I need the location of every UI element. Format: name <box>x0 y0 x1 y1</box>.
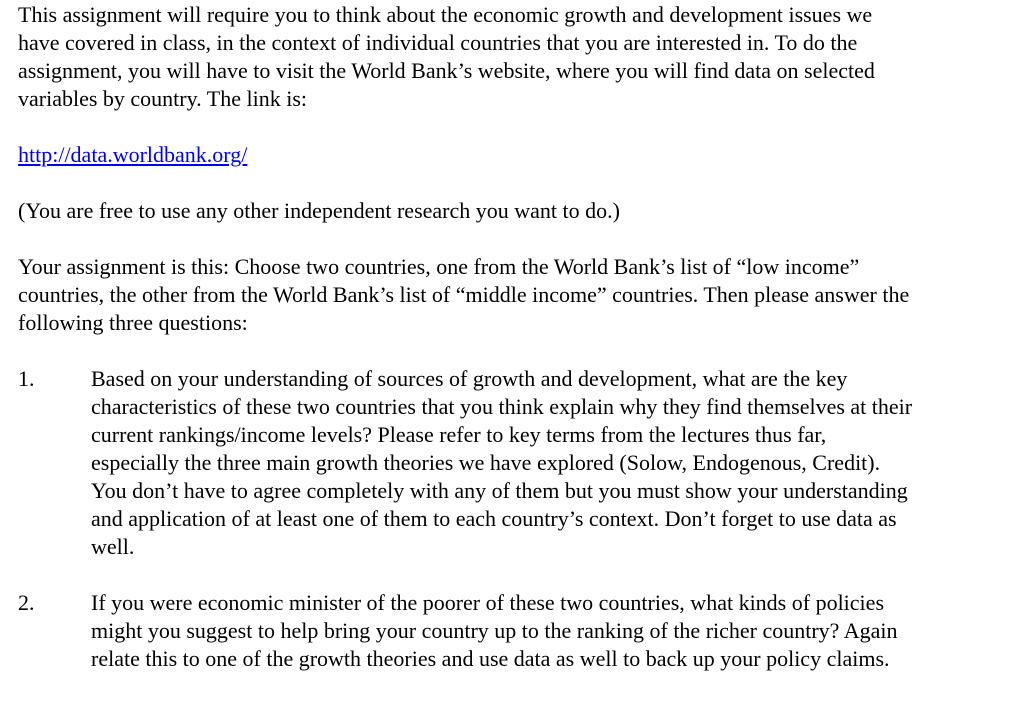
question-text: If you were economic minister of the poorer of these two countries, what kinds of policies might you suggest to help bring your country up to the ranking of the richer country? Again relate this to one of the growth theories and use data as well to back up your policy claims. <box>91 590 898 671</box>
worldbank-link[interactable]: http://data.worldbank.org/ <box>18 142 248 167</box>
question-item-1 <box>18 365 918 561</box>
question-number: 1. <box>18 366 35 391</box>
link-paragraph <box>18 141 918 169</box>
question-text: Based on your understanding of sources of growth and development, what are the key characteristics of these two countries that you think explain why they find themselves at their current rankings/income levels? Please refer to key terms from the lectures thus far, especially the three main growth theories we have explored (Solow, Endogenous, Credit). You don’t have to agree completely with any of them but you must show your understanding and application of at least one of them to each country’s context. Don’t forget to use data as well. <box>91 366 913 559</box>
note-paragraph: (You are free to use any other independent research you want to do.) <box>18 198 620 223</box>
question-item-2 <box>18 589 918 673</box>
intro-paragraph: This assignment will require you to think about the economic growth and development issues we have covered in class, in the context of individual countries that you are interested in. To do the assignment, you will have to visit the World Bank’s website, where you will find data on selected variables by country. The link is: <box>18 2 875 111</box>
question-number: 2. <box>18 590 35 615</box>
document-page <box>18 1 918 701</box>
assignment-paragraph: Your assignment is this: Choose two countries, one from the World Bank’s list of “low income” countries, the other from the World Bank’s list of “middle income” countries. Then please answer the following three questions: <box>18 254 910 335</box>
